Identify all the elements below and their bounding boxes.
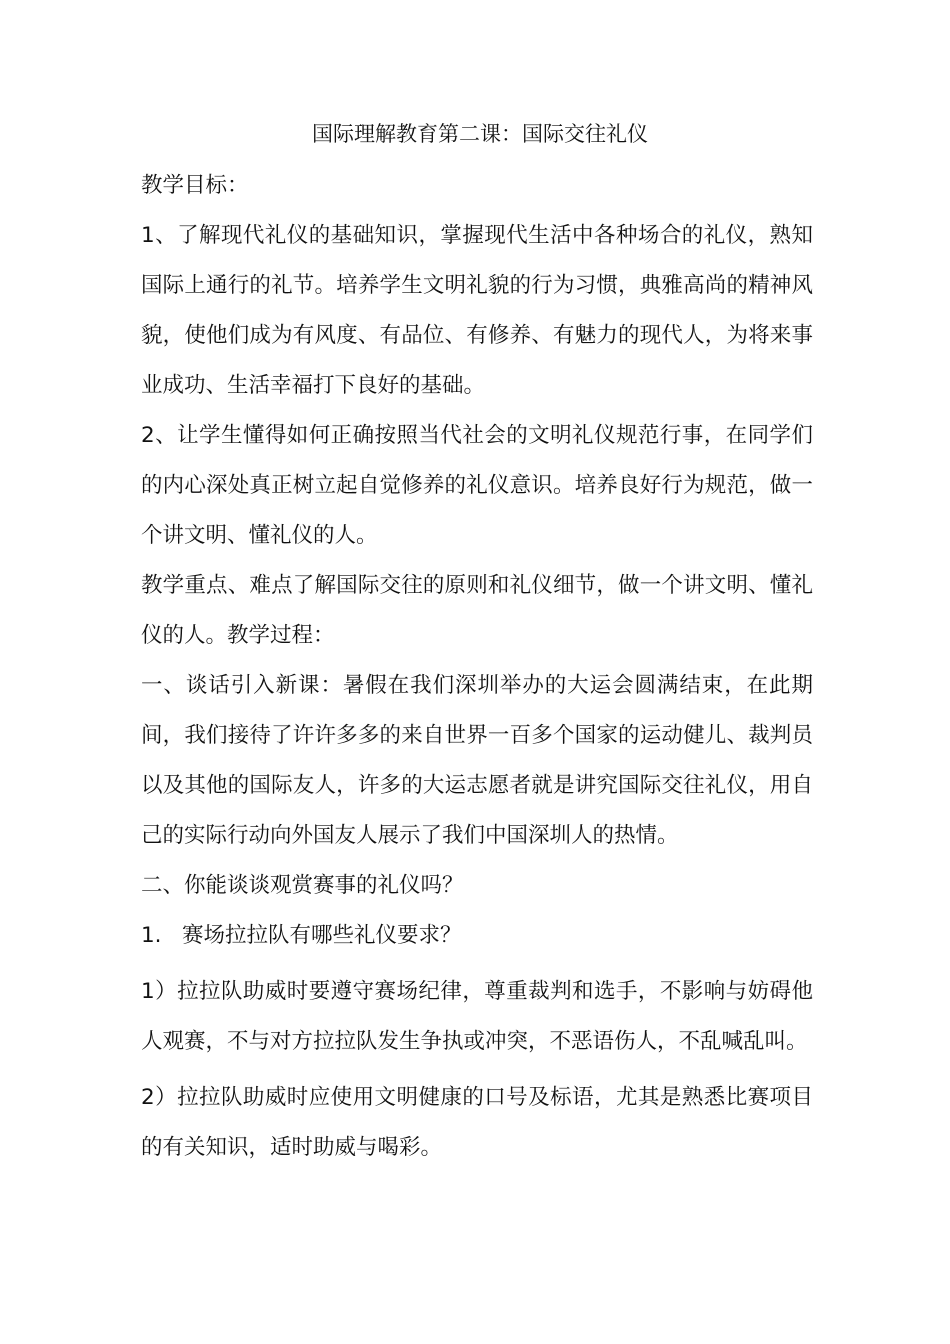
paragraph-item-1: 1）拉拉队助威时要遵守赛场纪律，尊重裁判和选手，不影响与妨碍他人观赛，不与对方拉拉队发生争执或冲突，不恶语伤人，不乱喊乱叫。: [141, 979, 813, 1054]
paragraph-key-points: 教学重点、难点了解国际交往的原则和礼仪细节，做一个讲文明、懂礼仪的人。教学过程：: [141, 573, 813, 648]
paragraph-goal-2: 2、让学生懂得如何正确按照当代社会的文明礼仪规范行事，在同学们的内心深处真正树立起自觉修养的礼仪意识。培养良好行为规范，做一个讲文明、懂礼仪的人。: [141, 423, 813, 548]
paragraph-item-2: 2）拉拉队助威时应使用文明健康的口号及标语，尤其是熟悉比赛项目的有关知识，适时助威与喝彩。: [141, 1085, 813, 1160]
paragraph-section-2-heading: 二、你能谈谈观赏赛事的礼仪吗？: [141, 873, 464, 898]
document-title: 国际理解教育第二课：国际交往礼仪: [312, 122, 648, 146]
paragraph-introduction: 一、谈话引入新课：暑假在我们深圳举办的大运会圆满结束，在此期间，我们接待了许许多多的来自世界一百多个国家的运动健儿、裁判员以及其他的国际友人，许多的大运志愿者就是讲究国际交往礼仪，用自己的实际行动向外国友人展示了我们中国深圳人的热情。: [141, 673, 813, 848]
paragraph-question-1: 1. 赛场拉拉队有哪些礼仪要求？: [141, 923, 462, 948]
document-body: [141, 161, 813, 1173]
paragraph-teaching-goals-heading: 教学目标：: [141, 173, 249, 198]
paragraph-goal-1: 1、了解现代礼仪的基础知识，掌握现代生活中各种场合的礼仪，熟知国际上通行的礼节。培养学生文明礼貌的行为习惯，典雅高尚的精神风貌，使他们成为有风度、有品位、有修养、有魅力的现代人，为将来事业成功、生活幸福打下良好的基础。: [141, 223, 813, 398]
